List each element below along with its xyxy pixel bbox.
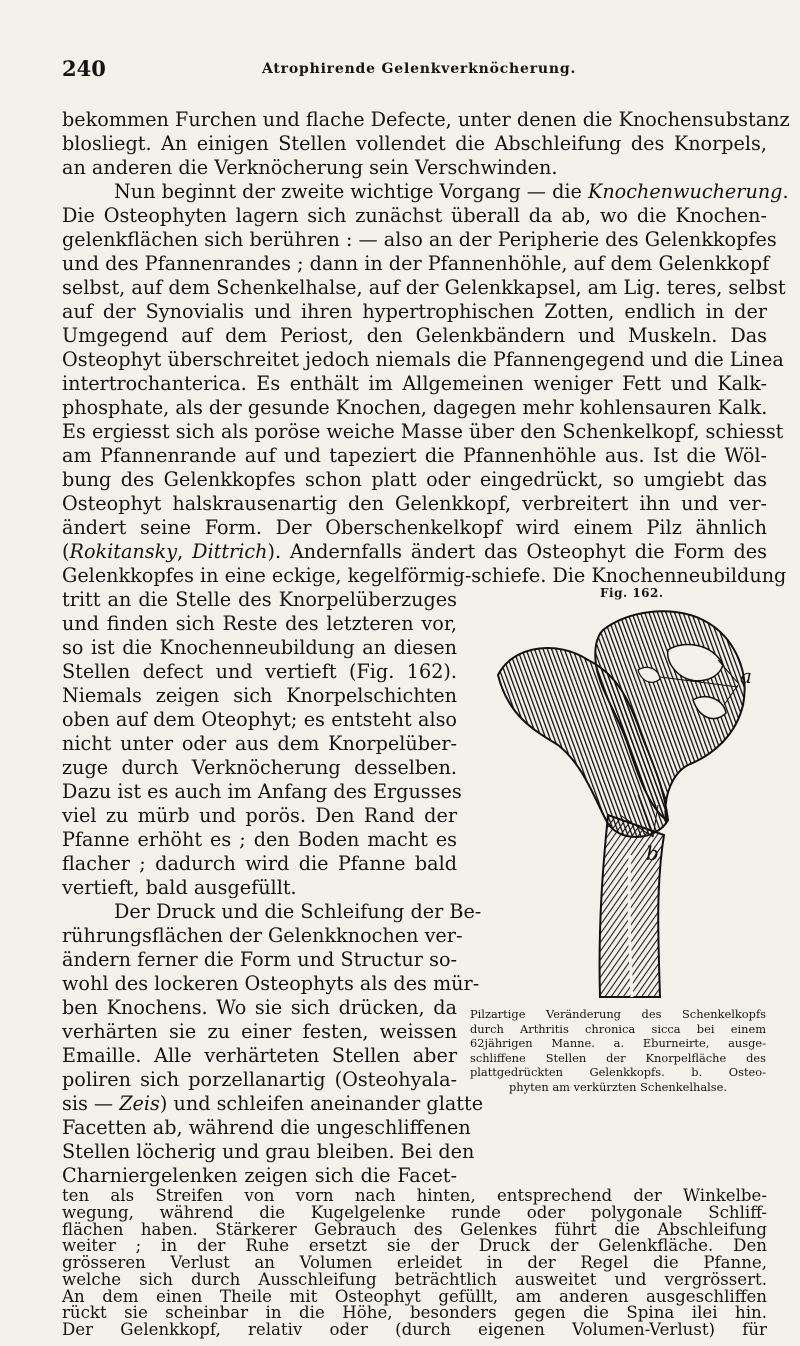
text-line: auf der Synovialis und ihren hypertrophischen Zotten, endlich in der <box>62 300 767 323</box>
text-fragment: Nun beginnt der zweite wichtige Vorgang — die <box>114 180 588 203</box>
marker-b: b <box>646 841 659 865</box>
text-line: grösseren Verlust an Volumen erleidet in der Regel die Pfanne, <box>62 1253 767 1272</box>
text-fragment: ( <box>62 540 70 563</box>
text-line: Charniergelenken zeigen sich die Facet- <box>62 1164 457 1187</box>
text-line <box>62 1092 484 1116</box>
text-line: ändert seine Form. Der Oberschenkelkopf wird einem Pilz ähnlich <box>62 516 767 539</box>
emphasis-term: Knochenwucherung <box>587 180 783 203</box>
text-line: rührungsflächen der Gelenkknochen ver- <box>62 924 463 947</box>
text-line: Osteophyt halskrausenartig den Gelenkkopf, verbreitert ihn und ver- <box>62 492 767 515</box>
page-number: 240 <box>62 56 106 81</box>
text-line: an anderen die Verknöcherung sein Verschwinden. <box>62 156 558 179</box>
text-line: Pfanne erhöht es ; den Boden macht es <box>62 828 457 851</box>
text-fragment: ) und schleifen aneinander glatte <box>159 1092 484 1115</box>
text-line: rückt sie scheinbar in die Höhe, besonders gegen die Spina ilei hin. <box>62 1303 767 1323</box>
text-line: so ist die Knochenneubildung an diesen <box>62 636 457 659</box>
caption-line: schliffene Stellen der Knorpelfläche des <box>470 1050 766 1065</box>
text-line: Stellen defect und vertieft (Fig. 162). <box>62 660 457 683</box>
text-line: am Pfannenrande auf und tapeziert die Pfannenhöhle aus. Ist die Wöl- <box>62 444 767 467</box>
text-fragment: . <box>782 180 789 203</box>
text-line: intertrochanterica. Es enthält im Allgemeinen weniger Fett und Kalk- <box>62 372 767 395</box>
caption-line: 62jährigen Manne. a. Eburneirte, ausge- <box>470 1036 766 1051</box>
femur-illustration <box>488 605 768 1000</box>
text-line: tritt an die Stelle des Knorpelüberzuges <box>62 588 457 611</box>
text-line: und des Pfannenrandes ; dann in der Pfannenhöhle, auf dem Gelenkkopf <box>62 252 770 275</box>
text-line: Gelenkkopfes in eine eckige, kegelförmig-schiefe. Die Knochenneubildung <box>62 564 787 587</box>
text-line: ändern ferner die Form und Structur so- <box>62 948 457 971</box>
text-line: viel zu mürb und porös. Den Rand der <box>62 804 457 827</box>
marker-a: a <box>740 664 752 688</box>
text-line: weiter ; in der Ruhe ersetzt sie der Druck der Gelenkfläche. Den <box>62 1236 767 1256</box>
text-line: wegung, während die Kugelgelenke runde oder polygonale Schliff- <box>62 1202 767 1222</box>
text-line: Facetten ab, während die ungeschliffenen <box>62 1116 471 1139</box>
author-citation: Rokitansky <box>69 540 178 563</box>
caption-line: plattgedrückten Gelenkkopfs. b. Osteo- <box>470 1065 766 1080</box>
text-line: oben auf dem Oteophyt; es entsteht also <box>62 708 457 731</box>
text-line: Emaille. Alle verhärteten Stellen aber <box>62 1044 457 1067</box>
figure-label: Fig. 162. <box>600 586 664 600</box>
text-line <box>62 180 789 204</box>
text-line: Stellen löcherig und grau bleiben. Bei den <box>62 1140 475 1163</box>
caption-line: durch Arthritis chronica sicca bei einem <box>470 1021 766 1036</box>
text-line: zuge durch Verknöcherung desselben. <box>62 756 457 779</box>
text-line: Umgegend auf dem Periost, den Gelenkbändern und Muskeln. Das <box>62 324 767 347</box>
text-line: Dazu ist es auch im Anfang des Ergusses <box>62 780 462 803</box>
author-citation: Zeis <box>119 1092 160 1115</box>
text-line: und finden sich Reste des letzteren vor, <box>62 612 457 635</box>
text-line: gelenkflächen sich berühren : — also an der Peripherie des Gelenkkopfes <box>62 228 777 251</box>
text-line: wohl des lockeren Osteophyts als des mür- <box>62 972 480 995</box>
text-line: welche sich durch Ausschleifung beträchtlich ausweitet und vergrössert. <box>62 1269 767 1289</box>
text-line: verhärten sie zu einer festen, weissen <box>62 1020 457 1043</box>
figure-caption <box>470 1007 766 1095</box>
text-line: Es ergiesst sich als poröse weiche Masse über den Schenkelkopf, schiesst <box>62 420 784 443</box>
text-line: vertieft, bald ausgefüllt. <box>62 876 297 899</box>
text-line: Der Druck und die Schleifung der Be- <box>114 900 482 923</box>
text-line: bung des Gelenkkopfes schon platt oder eingedrückt, so umgiebt das <box>62 468 767 491</box>
text-line: nicht unter oder aus dem Knorpelüber- <box>62 732 457 755</box>
text-line: Die Osteophyten lagern sich zunächst überall da ab, wo die Knochen- <box>62 204 767 227</box>
text-line: flacher ; dadurch wird die Pfanne bald <box>62 852 457 875</box>
text-line: Osteophyt überschreitet jedoch niemals die Pfannengegend und die Linea <box>62 348 784 371</box>
text-line: poliren sich porzellanartig (Osteohyala- <box>62 1068 457 1091</box>
text-fragment: sis — <box>62 1092 120 1115</box>
text-line: Der Gelenkkopf, relativ oder (durch eigenen Volumen-Verlust) für <box>62 1320 767 1339</box>
text-line: An dem einen Theile mit Osteophyt gefüllt, am anderen ausgeschliffen <box>62 1286 767 1306</box>
text-line: selbst, auf dem Schenkelhalse, auf der Gelenkkapsel, am Lig. teres, selbst <box>62 276 786 299</box>
text-line: Niemals zeigen sich Knorpelschichten <box>62 684 457 707</box>
text-line: phosphate, als der gesunde Knochen, dagegen mehr kohlensauren Kalk. <box>62 396 768 419</box>
text-line: flächen haben. Stärkerer Gebrauch des Gelenkes führt die Abschleifung <box>62 1219 767 1239</box>
running-title: Atrophirende Gelenkverknöcherung. <box>262 61 577 77</box>
caption-line: Pilzartige Veränderung des Schenkelkopfs <box>470 1007 766 1021</box>
text-line: blosliegt. An einigen Stellen vollendet die Abschleifung des Knorpels, <box>62 132 767 155</box>
text-fragment: , <box>177 540 193 563</box>
running-head <box>62 56 762 86</box>
caption-line: phyten am verkürzten Schenkelhalse. <box>509 1079 727 1094</box>
text-fragment: ). Andernfalls ändert das Osteophyt die Form des <box>267 540 767 563</box>
text-line: bekommen Furchen und flache Defecte, unter denen die Knochensubstanz <box>62 108 790 131</box>
text-line <box>62 540 767 564</box>
author-citation: Dittrich <box>192 540 268 563</box>
text-line: ben Knochens. Wo sie sich drücken, da <box>62 996 457 1019</box>
text-line: ten als Streifen von vorn nach hinten, entsprechend der Winkelbe- <box>62 1186 767 1205</box>
